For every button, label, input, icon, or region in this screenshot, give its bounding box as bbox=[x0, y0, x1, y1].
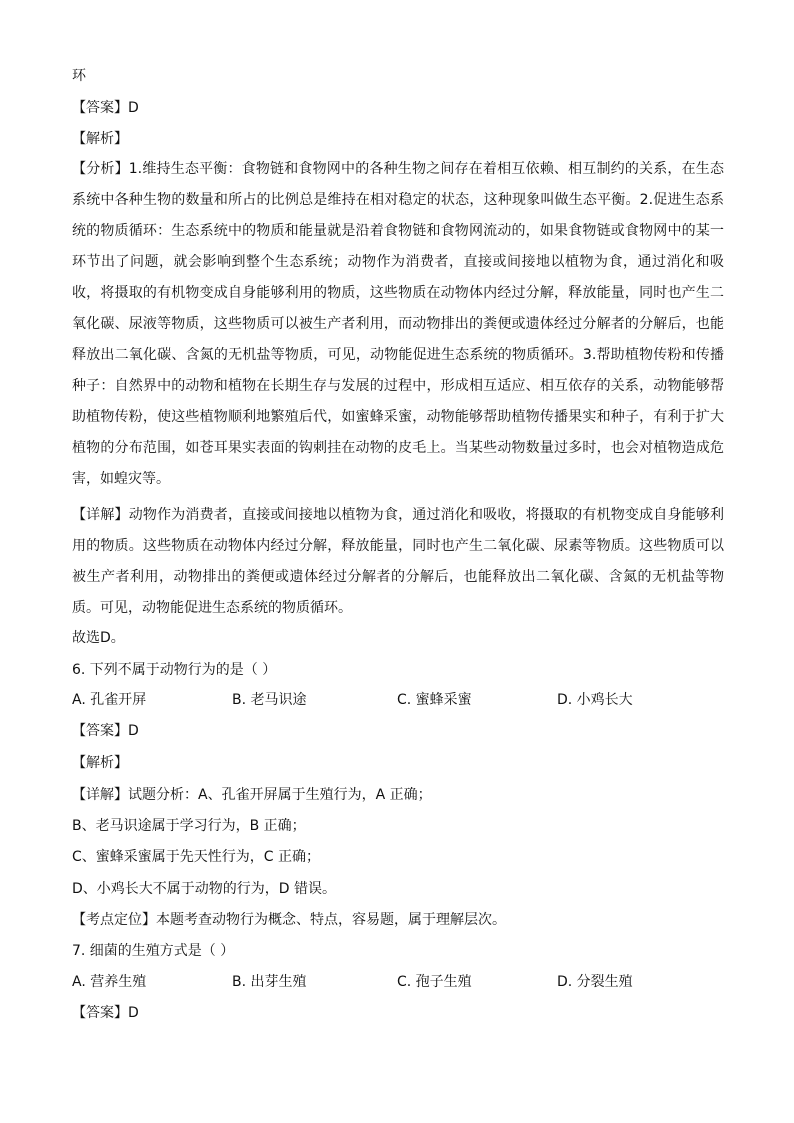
q5-analysis-paragraph: 【分析】1.维持生态平衡：食物链和食物网中的各种生物之间存在着相互依赖、相互制约的关系，在生态系统中各种生物的数量和所占的比例总是维持在相对稳定的状态，这种现象叫做生态平衡。2.促进生态系统的物质循环：生态系统中的物质和能量就是沿着食物链和食物网流动的，如果食物链或食物网中的某一环节出了问题，就会影响到整个生态系统；动物作为消费者，直接或间接地以植物为食，通过消化和吸收，将摄取的有机物变成自身能够利用的物质，这些物质在动物体内经过分解，释放能量，同时也产生二氧化碳、尿液等物质，这些物质可以被生产者利用，而动物排出的粪便或遗体经过分解者的分解后，也能释放出二氧化碳、含氮的无机盐等物质，可见，动物能促进生态系统的物质循环。3.帮助植物传粉和传播种子：自然界中的动物和植物在长期生存与发展的过程中，形成相互适应、相互依存的关系，动物能够帮助植物传粉，使这些植物顺利地繁殖后代，如蜜蜂采蜜，动物能够帮助植物传播果实和种子，有利于扩大植物的分布范围，如苍耳果实表面的钩刺挂在动物的皮毛上。当某些动物数量过多时，也会对植物造成危害，如蝗灾等。 bbox=[72, 161, 724, 487]
previous-question-tail: 环 bbox=[72, 68, 86, 84]
q5-analysis-label: 【解析】 bbox=[72, 131, 128, 147]
q7-option-c: C. 孢子生殖 bbox=[397, 974, 472, 990]
q6-option-d: D. 小鸡长大 bbox=[557, 692, 633, 708]
q7-option-d: D. 分裂生殖 bbox=[557, 974, 633, 990]
q6-option-a: A. 孔雀开屏 bbox=[72, 692, 147, 708]
q7-option-a: A. 营养生殖 bbox=[72, 974, 147, 990]
q7-stem: 7. 细菌的生殖方式是（ ） bbox=[72, 943, 235, 959]
q6-analysis-label: 【解析】 bbox=[72, 755, 128, 771]
q6-detail-c: C、蜜蜂采蜜属于先天性行为，C 正确； bbox=[72, 849, 320, 865]
q5-answer: 【答案】D bbox=[72, 100, 139, 116]
q6-detail-b: B、老马识途属于学习行为，B 正确； bbox=[72, 818, 306, 834]
q6-option-c: C. 蜜蜂采蜜 bbox=[397, 692, 472, 708]
q6-option-b: B. 老马识途 bbox=[232, 692, 307, 708]
q6-detail-d: D、小鸡长大不属于动物的行为，D 错误。 bbox=[72, 881, 337, 897]
q7-option-b: B. 出芽生殖 bbox=[232, 974, 307, 990]
q6-detail-a: 【详解】试题分析：A、孔雀开屏属于生殖行为，A 正确； bbox=[72, 787, 432, 803]
q6-answer: 【答案】D bbox=[72, 723, 139, 739]
q6-test-point: 【考点定位】本题考查动物行为概念、特点，容易题，属于理解层次。 bbox=[72, 912, 506, 928]
q7-answer: 【答案】D bbox=[72, 1005, 139, 1021]
q6-stem: 6. 下列不属于动物行为的是（ ） bbox=[72, 662, 277, 678]
q5-detail-paragraph: 【详解】动物作为消费者，直接或间接地以植物为食，通过消化和吸收，将摄取的有机物变成自身能够利用的物质。这些物质在动物体内经过分解，释放能量，同时也产生二氧化碳、尿素等物质。这些物质可以被生产者利用，动物排出的粪便或遗体经过分解者的分解后，也能释放出二氧化碳、含氮的无机盐等物质。可见，动物能促进生态系统的物质循环。 bbox=[72, 507, 724, 616]
q5-conclusion: 故选D。 bbox=[72, 630, 125, 646]
